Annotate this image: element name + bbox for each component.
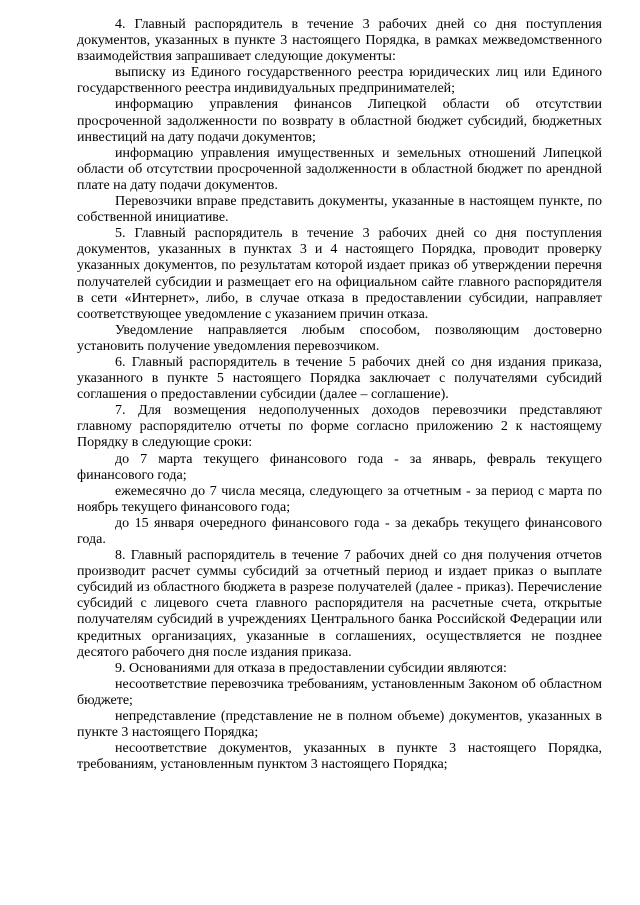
- paragraph-4-egrul: выписку из Единого государственного реестра юридических лиц или Единого государственного реестра индивидуальных предпринимателей;: [77, 65, 602, 97]
- paragraph-7-deadline-january: до 15 января очередного финансового года - за декабрь текущего финансового года.: [77, 515, 602, 547]
- paragraph-5-notification: Уведомление направляется любым способом, позволяющим достоверно установить получение уведомления перевозчиком.: [77, 322, 602, 354]
- paragraph-8: 8. Главный распорядитель в течение 7 рабочих дней со дня получения отчетов производит расчет суммы субсидий за отчетный период и издает приказ о выплате субсидий из областного бюджета в разрезе получателей (далее - приказ). Перечисление субсидий с лицевого счета главного распорядителя на расчетные счета, открытые получателям субсидий в учреждениях Центрального банка Российской Федерации или кредитных организациях, указанные в соглашениях, осуществляется не позднее десятого рабочего дня после издания приказа.: [77, 548, 602, 660]
- paragraph-4-property-info: информацию управления имущественных и земельных отношений Липецкой области об отсутствии просроченной задолженности в областной бюджет по арендной плате на дату подачи документов.: [77, 145, 602, 193]
- paragraph-4: 4. Главный распорядитель в течение 3 рабочих дней со дня поступления документов, указанных в пункте 3 настоящего Порядка, в рамках межведомственного взаимодействия запрашивает следующие документы:: [77, 17, 602, 65]
- paragraph-9-carrier-mismatch: несоответствие перевозчика требованиям, установленным Законом об областном бюджете;: [77, 676, 602, 708]
- paragraph-9: 9. Основаниями для отказа в предоставлении субсидии являются:: [115, 660, 507, 676]
- paragraph-7: 7. Для возмещения недополученных доходов перевозчики представляют главному распорядителю отчеты по форме согласно приложению 2 к настоящему Порядку в следующие сроки:: [77, 403, 602, 451]
- paragraph-9-document-mismatch: несоответствие документов, указанных в пункте 3 настоящего Порядка, требованиям, установленным пунктом 3 настоящего Порядка;: [77, 741, 602, 773]
- paragraph-7-deadline-march: до 7 марта текущего финансового года - за январь, февраль текущего финансового года;: [77, 451, 602, 483]
- paragraph-6: 6. Главный распорядитель в течение 5 рабочих дней со дня издания приказа, указанного в пункте 5 настоящего Порядка заключает с получателями субсидий соглашения о предоставлении субсидии (далее – соглашение).: [77, 354, 602, 403]
- paragraph-4-finance-info: информацию управления финансов Липецкой области об отсутствии просроченной задолженности по возврату в областной бюджет субсидий, бюджетных инвестиций на дату подачи документов;: [77, 97, 602, 145]
- paragraph-4-own-initiative: Перевозчики вправе представить документы, указанные в настоящем пункте, по собственной инициативе.: [77, 194, 602, 226]
- paragraph-9-non-submission: непредставление (представление не в полном объеме) документов, указанных в пункте 3 настоящего Порядка;: [77, 709, 602, 741]
- paragraph-5: 5. Главный распорядитель в течение 3 рабочих дней со дня поступления документов, указанных в пунктах 3 и 4 настоящего Порядка, проводит проверку указанных документов, по результатам которой издает приказ об утверждении перечня получателей субсидии и размещает его на официальном сайте главного распорядителя в сети «Интернет», либо, в случае отказа в предоставлении субсидии, направляет соответствующее уведомление с указанием причин отказа.: [77, 226, 602, 322]
- paragraph-7-deadline-monthly: ежемесячно до 7 числа месяца, следующего за отчетным - за период с марта по ноябрь текущего финансового года;: [77, 483, 602, 515]
